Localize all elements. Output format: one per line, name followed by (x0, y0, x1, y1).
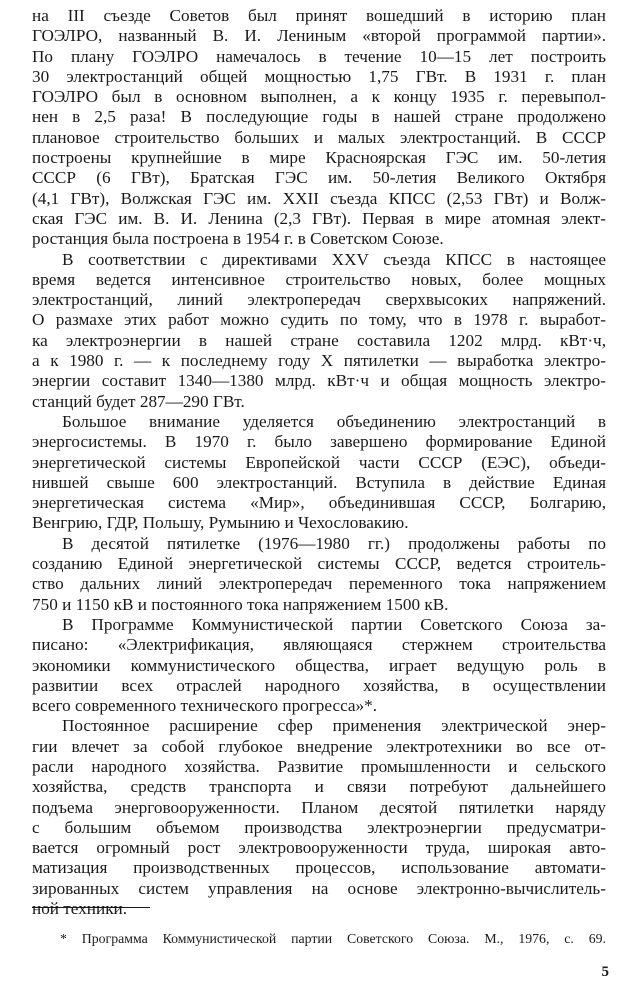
text-line: 30 электростанций общей мощностью 1,75 ГВт. В 1931 г. план (32, 66, 606, 86)
text-line: с большим объемом производства электроэнергии предусматри- (32, 817, 606, 837)
text-line: В соответствии с директивами XXV съезда КПСС в настоящее (62, 249, 606, 269)
text-line: 750 и 1150 кВ и постоянного тока напряжением 1500 кВ. (32, 594, 449, 614)
text-line: ростанция была построена в 1954 г. в Советском Союзе. (32, 229, 444, 249)
text-line: энергии составит 1340—1380 млрд. кВт·ч и общая мощность электро- (32, 371, 606, 391)
text-line: на III съезде Советов был принят вошедший в историю план (32, 6, 606, 25)
text-line: развитии всех отраслей народного хозяйства, в осуществлении (32, 675, 606, 695)
footnote-divider (32, 907, 150, 908)
footnote: * Программа Коммунистической партии Советского Союза. М., 1976, с. 69. (60, 931, 606, 946)
paragraph-3 (32, 412, 606, 534)
text-line: расли народного хозяйства. Развитие промышленности и сельского (32, 756, 606, 776)
text-line: нившей свыше 600 электростанций. Вступила в действие Единая (32, 472, 606, 492)
text-line: ной техники. (32, 899, 128, 919)
text-line: Большое внимание уделяется объединению электростанций в (62, 411, 606, 431)
text-line: станций будет 287—290 ГВт. (32, 391, 245, 411)
text-line: (4,1 ГВт), Волжская ГЭС им. XXII съезда КПСС (2,53 ГВт) и Волж- (32, 188, 606, 208)
paragraph-4 (32, 534, 606, 615)
text-line: построены крупнейшие в мире Красноярская ГЭС им. 50-летия (32, 148, 606, 168)
text-line: подъема энерговооруженности. Планом десятой пятилетки наряду (32, 797, 606, 817)
paragraph-1 (32, 6, 606, 250)
text-line: время ведется интенсивное строительство новых, более мощных (32, 269, 606, 289)
text-line: В десятой пятилетке (1976—1980 гг.) продолжены работы по (62, 533, 606, 553)
text-line: По плану ГОЭЛРО намечалось в течение 10—15 лет построить (32, 46, 606, 66)
text-line: Венгрию, ГДР, Польшу, Румынию и Чехословакию. (32, 513, 409, 533)
text-line: созданию Единой энергетической системы СССР, ведется строитель- (32, 554, 606, 574)
text-line: матизация производственных процессов, использование автомати- (32, 858, 606, 878)
text-line: вается огромный рост электровооруженности труда, широкая авто- (32, 838, 606, 858)
text-line: В Программе Коммунистической партии Советского Союза за- (62, 614, 606, 634)
paragraph-2 (32, 250, 606, 412)
text-line: СССР (6 ГВт), Братская ГЭС им. 50-летия Великого Октября (32, 168, 606, 188)
text-line: плановое строительство больших и малых электростанций. В СССР (32, 127, 606, 147)
text-line: писано: «Электрификация, являющаяся стержнем строительства (32, 635, 606, 655)
text-line: ка электроэнергии в нашей стране составила 1202 млрд. кВт·ч, (32, 330, 606, 350)
text-line: нен в 2,5 раза! В последующие годы в нашей стране продолжено (32, 107, 606, 127)
text-line: экономики коммунистического общества, играет ведущую роль в (32, 655, 606, 675)
text-line: всего современного технического прогресса»*. (32, 696, 378, 716)
text-line: энергетической системы Европейской части СССР (ЕЭС), объеди- (32, 452, 606, 472)
text-line: О размахе этих работ можно судить по тому, что в 1978 г. выработ- (32, 310, 606, 330)
text-line: зированных систем управления на основе электронно-вычислитель- (32, 878, 606, 898)
text-line: энергетическая система «Мир», объединившая СССР, Болгарию, (32, 493, 606, 513)
text-line: электростанций, линий электропередач сверхвысоких напряжений. (32, 290, 606, 310)
text-line: Постоянное расширение сфер применения электрической энер- (62, 716, 606, 736)
body-text (32, 6, 606, 919)
text-line: ская ГЭС им. В. И. Ленина (2,3 ГВт). Первая в мире атомная элект- (32, 208, 606, 228)
text-line: ство дальних линий электропередач переменного тока напряжением (32, 574, 606, 594)
paragraph-5 (32, 615, 606, 716)
page-number: 5 (601, 964, 609, 980)
text-line: а к 1980 г. — к последнему году X пятилетки — выработка электро- (32, 351, 606, 371)
text-line: энергосистемы. В 1970 г. было завершено формирование Единой (32, 432, 606, 452)
paragraph-6 (32, 716, 606, 919)
text-line: ГОЭЛРО, названный В. И. Лениным «второй программой партии». (32, 26, 606, 46)
text-line: ГОЭЛРО был в основном выполнен, а к концу 1935 г. перевыпол- (32, 87, 606, 107)
text-line: хозяйства, средств транспорта и связи потребуют дальнейшего (32, 777, 606, 797)
text-line: гии влечет за собой глубокое внедрение электротехники во все от- (32, 736, 606, 756)
